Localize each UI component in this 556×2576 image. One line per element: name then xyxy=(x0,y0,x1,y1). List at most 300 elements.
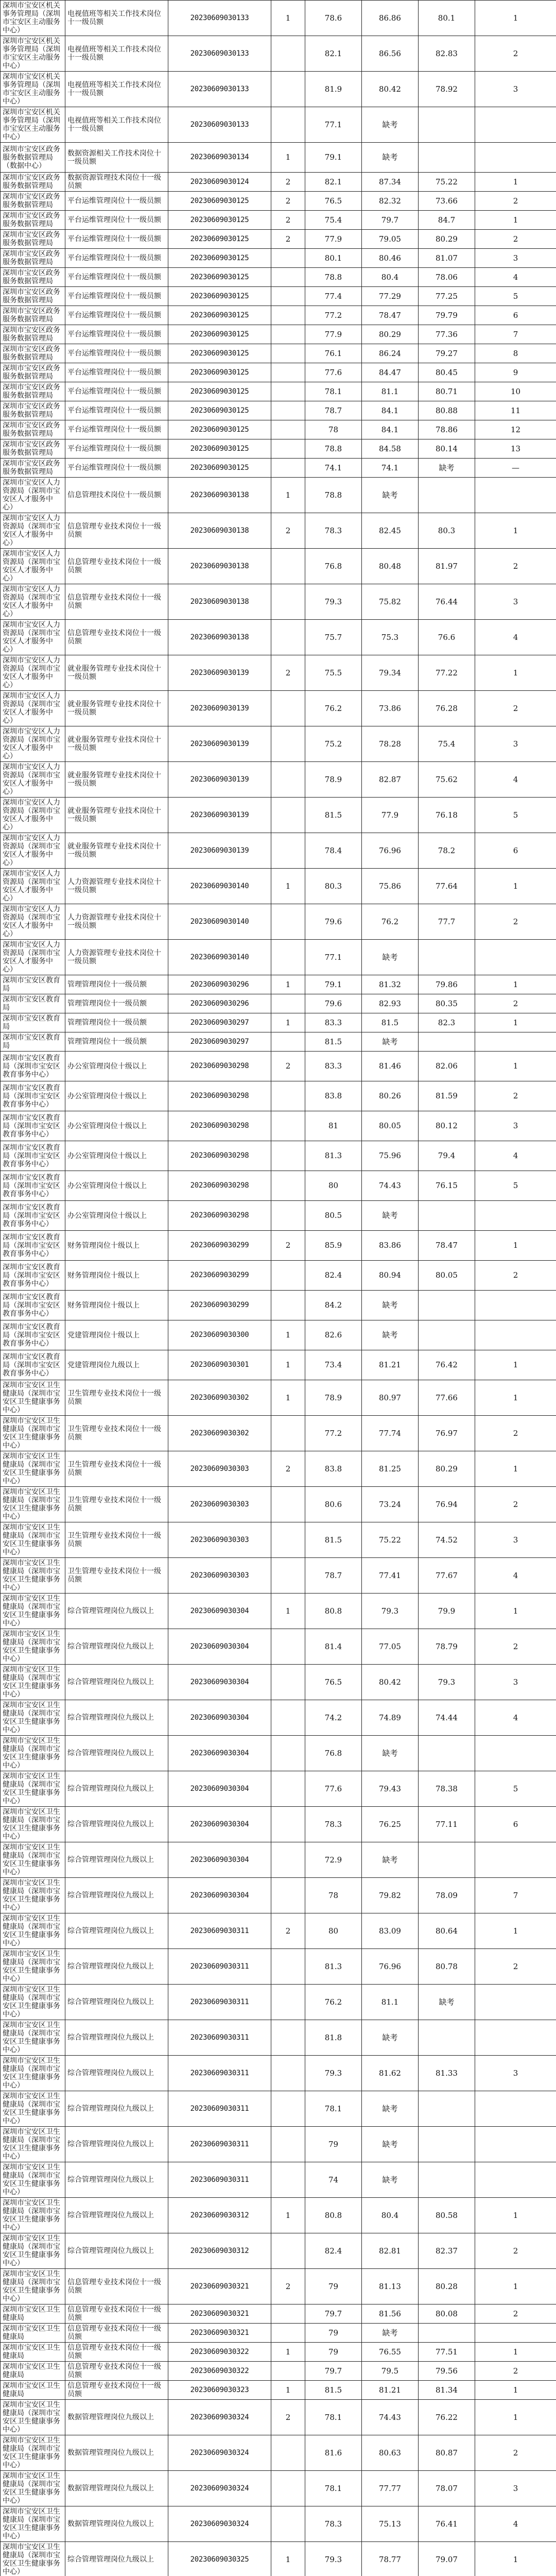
post-code-cell: 20230609030321 xyxy=(168,2304,271,2324)
interview-score-cell: 80.26 xyxy=(362,1081,419,1111)
post-cell: 办公室管理岗位十级以上 xyxy=(65,1201,168,1231)
unit-cell: 深圳市宝安区机关事务管理局（深圳市宝安区主动服务中心） xyxy=(1,36,65,72)
unit-cell: 深圳市宝安区卫生健康局 xyxy=(1,2304,65,2324)
written-score-cell: 79.6 xyxy=(305,994,362,1013)
table-row xyxy=(1,2162,556,2198)
written-score-cell: 78.1 xyxy=(305,2400,362,2435)
interview-score-cell: 82.45 xyxy=(362,513,419,549)
table-row xyxy=(1,211,556,230)
post-code-cell: 20230609030125 xyxy=(168,401,271,420)
total-score-cell: 79.9 xyxy=(419,1594,475,1629)
interview-score-cell: 80.42 xyxy=(362,1665,419,1700)
table-row xyxy=(1,1350,556,1380)
hiring-count-cell xyxy=(271,2056,305,2091)
written-score-cell: 78.6 xyxy=(305,1,362,36)
rank-cell: 4 xyxy=(475,620,556,655)
table-row xyxy=(1,478,556,513)
rank-cell: 4 xyxy=(475,2506,556,2542)
post-code-cell: 20230609030303 xyxy=(168,1451,271,1487)
written-score-cell: 79.3 xyxy=(305,584,362,620)
table-row xyxy=(1,549,556,584)
rank-cell: 1 xyxy=(475,2400,556,2435)
total-score-cell: 81.34 xyxy=(419,2381,475,2400)
written-score-cell: 76.5 xyxy=(305,1665,362,1700)
written-score-cell: 81.5 xyxy=(305,2381,362,2400)
total-score-cell: 77.51 xyxy=(419,2343,475,2362)
written-score-cell: 80 xyxy=(305,1913,362,1949)
unit-cell: 深圳市宝安区卫生健康局（深圳市宝安区卫生健康事务中心） xyxy=(1,2233,65,2269)
post-cell: 办公室管理岗位十级以上 xyxy=(65,1052,168,1081)
hiring-count-cell xyxy=(271,401,305,420)
post-code-cell: 20230609030138 xyxy=(168,620,271,655)
table-row xyxy=(1,1052,556,1081)
table-row xyxy=(1,306,556,325)
hiring-count-cell xyxy=(271,1878,305,1913)
written-score-cell: 79 xyxy=(305,2324,362,2343)
table-row xyxy=(1,230,556,249)
table-row xyxy=(1,1141,556,1171)
written-score-cell: 80.8 xyxy=(305,2198,362,2233)
hiring-count-cell: 2 xyxy=(271,1913,305,1949)
interview-score-cell: 缺考 xyxy=(362,107,419,143)
interview-score-cell: 缺考 xyxy=(362,478,419,513)
post-code-cell: 20230609030303 xyxy=(168,1522,271,1558)
table-row xyxy=(1,1081,556,1111)
total-score-cell: 77.22 xyxy=(419,655,475,691)
post-cell: 综合管理管理岗位九级以上 xyxy=(65,2020,168,2056)
unit-cell: 深圳市宝安区卫生健康局（深圳市宝安区卫生健康事务中心） xyxy=(1,2056,65,2091)
interview-score-cell: 81.62 xyxy=(362,2056,419,2091)
written-score-cell: 77.9 xyxy=(305,230,362,249)
total-score-cell: 78.79 xyxy=(419,1629,475,1665)
post-cell: 党建管理岗位十级以上 xyxy=(65,1320,168,1350)
hiring-count-cell xyxy=(271,459,305,478)
written-score-cell: 81.6 xyxy=(305,2435,362,2471)
total-score-cell xyxy=(419,107,475,143)
written-score-cell: 77.2 xyxy=(305,306,362,325)
interview-score-cell: 81.21 xyxy=(362,1350,419,1380)
post-cell: 平台运维管理岗位十一级员额 xyxy=(65,344,168,363)
hiring-count-cell: 1 xyxy=(271,1013,305,1032)
interview-score-cell: 86.56 xyxy=(362,36,419,72)
total-score-cell: 73.66 xyxy=(419,192,475,211)
table-row xyxy=(1,1013,556,1032)
rank-cell: 2 xyxy=(475,691,556,726)
unit-cell: 深圳市宝安区卫生健康局（深圳市宝安区卫生健康事务中心） xyxy=(1,1629,65,1665)
table-row xyxy=(1,2091,556,2127)
table-row xyxy=(1,904,556,940)
rank-cell: 4 xyxy=(475,1700,556,1736)
hiring-count-cell xyxy=(271,1261,305,1291)
post-code-cell: 20230609030124 xyxy=(168,173,271,192)
unit-cell: 深圳市宝安区教育局（深圳市宝安区教育事务中心） xyxy=(1,1171,65,1201)
written-score-cell: 80.6 xyxy=(305,1487,362,1522)
unit-cell: 深圳市宝安区政务服务数据管理局 xyxy=(1,211,65,230)
post-cell: 平台运维管理岗位十一级员额 xyxy=(65,230,168,249)
written-score-cell: 83.3 xyxy=(305,1013,362,1032)
unit-cell: 深圳市宝安区政务服务数据管理局 xyxy=(1,382,65,401)
table-row xyxy=(1,249,556,268)
written-score-cell: 81.5 xyxy=(305,1522,362,1558)
table-row xyxy=(1,2020,556,2056)
rank-cell: 1 xyxy=(475,173,556,192)
table-row xyxy=(1,1291,556,1320)
unit-cell: 深圳市宝安区政务服务数据管理局 xyxy=(1,306,65,325)
interview-score-cell: 81.56 xyxy=(362,2304,419,2324)
post-cell: 平台运维管理岗位十一级员额 xyxy=(65,439,168,459)
unit-cell: 深圳市宝安区卫生健康局（深圳市宝安区卫生健康事务中心） xyxy=(1,1913,65,1949)
post-code-cell: 20230609030323 xyxy=(168,2381,271,2400)
unit-cell: 深圳市宝安区政务服务数据管理局 xyxy=(1,459,65,478)
interview-score-cell: 82.32 xyxy=(362,192,419,211)
unit-cell: 深圳市宝安区卫生健康局（深圳市宝安区卫生健康事务中心） xyxy=(1,1522,65,1558)
interview-score-cell: 缺考 xyxy=(362,1320,419,1350)
total-score-cell: 75.62 xyxy=(419,762,475,798)
post-cell: 综合管理管理岗位九级以上 xyxy=(65,2127,168,2162)
total-score-cell: 78.07 xyxy=(419,2471,475,2506)
total-score-cell: 75.4 xyxy=(419,726,475,762)
written-score-cell: 78 xyxy=(305,1878,362,1913)
unit-cell: 深圳市宝安区卫生健康局（深圳市宝安区卫生健康事务中心） xyxy=(1,2020,65,2056)
total-score-cell: 80.87 xyxy=(419,2435,475,2471)
post-code-cell: 20230609030311 xyxy=(168,1913,271,1949)
post-code-cell: 20230609030299 xyxy=(168,1291,271,1320)
rank-cell: 2 xyxy=(475,2304,556,2324)
table-row xyxy=(1,1522,556,1558)
total-score-cell: 78.47 xyxy=(419,1231,475,1261)
total-score-cell: 84.7 xyxy=(419,211,475,230)
rank-cell: 5 xyxy=(475,287,556,306)
post-code-cell: 20230609030125 xyxy=(168,382,271,401)
hiring-count-cell xyxy=(271,691,305,726)
hiring-count-cell xyxy=(271,439,305,459)
post-code-cell: 20230609030311 xyxy=(168,2162,271,2198)
post-code-cell: 20230609030324 xyxy=(168,2506,271,2542)
written-score-cell: 78.7 xyxy=(305,1558,362,1594)
unit-cell: 深圳市宝安区卫生健康局（深圳市宝安区卫生健康事务中心） xyxy=(1,1665,65,1700)
post-cell: 人力资源管理专业技术岗位十一级员额 xyxy=(65,869,168,904)
unit-cell: 深圳市宝安区政务服务数据管理局 xyxy=(1,344,65,363)
post-code-cell: 20230609030138 xyxy=(168,478,271,513)
unit-cell: 深圳市宝安区卫生健康局（深圳市宝安区卫生健康事务中心） xyxy=(1,1949,65,1985)
table-row xyxy=(1,192,556,211)
total-score-cell: 80.64 xyxy=(419,1913,475,1949)
written-score-cell: 80.3 xyxy=(305,869,362,904)
post-code-cell: 20230609030139 xyxy=(168,726,271,762)
post-code-cell: 20230609030133 xyxy=(168,72,271,107)
hiring-count-cell xyxy=(271,1629,305,1665)
post-cell: 综合管理管理岗位九级以上 xyxy=(65,1807,168,1842)
interview-score-cell: 79.5 xyxy=(362,2362,419,2381)
interview-score-cell: 82.93 xyxy=(362,994,419,1013)
total-score-cell: 82.3 xyxy=(419,1013,475,1032)
rank-cell xyxy=(475,478,556,513)
rank-cell: 3 xyxy=(475,726,556,762)
post-cell: 就业服务管理专业技术岗位十一级员额 xyxy=(65,833,168,869)
hiring-count-cell: 2 xyxy=(271,2269,305,2304)
interview-score-cell: 缺考 xyxy=(362,1736,419,1771)
post-code-cell: 20230609030125 xyxy=(168,268,271,287)
post-code-cell: 20230609030139 xyxy=(168,655,271,691)
post-cell: 卫生管理专业技术岗位十一级员额 xyxy=(65,1451,168,1487)
post-cell: 卫生管理专业技术岗位十一级员额 xyxy=(65,1487,168,1522)
post-code-cell: 20230609030125 xyxy=(168,249,271,268)
total-score-cell xyxy=(419,2162,475,2198)
table-row xyxy=(1,344,556,363)
written-score-cell: 81.5 xyxy=(305,798,362,833)
unit-cell: 深圳市宝安区人力资源局（深圳市宝安区人才服务中心） xyxy=(1,726,65,762)
unit-cell: 深圳市宝安区卫生健康局（深圳市宝安区卫生健康事务中心） xyxy=(1,1700,65,1736)
hiring-count-cell xyxy=(271,2127,305,2162)
unit-cell: 深圳市宝安区教育局（深圳市宝安区教育事务中心） xyxy=(1,1320,65,1350)
interview-score-cell: 79.43 xyxy=(362,1771,419,1807)
table-row xyxy=(1,439,556,459)
post-cell: 信息管理专业技术岗位十一级员额 xyxy=(65,584,168,620)
written-score-cell: 77.1 xyxy=(305,107,362,143)
post-cell: 信息管理技术岗位十一级员额 xyxy=(65,478,168,513)
hiring-count-cell xyxy=(271,1700,305,1736)
post-cell: 平台运维管理岗位十一级员额 xyxy=(65,249,168,268)
written-score-cell: 72.9 xyxy=(305,1842,362,1878)
total-score-cell: 80.12 xyxy=(419,1111,475,1141)
table-row xyxy=(1,833,556,869)
hiring-count-cell xyxy=(271,1111,305,1141)
written-score-cell: 80.5 xyxy=(305,1201,362,1231)
post-cell: 办公室管理岗位十级以上 xyxy=(65,1111,168,1141)
hiring-count-cell xyxy=(271,1141,305,1171)
total-score-cell xyxy=(419,940,475,975)
post-cell: 综合管理管理岗位九级以上 xyxy=(65,1665,168,1700)
interview-score-cell: 缺考 xyxy=(362,1291,419,1320)
unit-cell: 深圳市宝安区卫生健康局（深圳市宝安区卫生健康事务中心） xyxy=(1,2400,65,2435)
post-cell: 卫生管理专业技术岗位十一级员额 xyxy=(65,1380,168,1416)
table-row xyxy=(1,2127,556,2162)
post-cell: 财务管理岗位十级以上 xyxy=(65,1291,168,1320)
written-score-cell: 80.1 xyxy=(305,249,362,268)
written-score-cell: 76.2 xyxy=(305,691,362,726)
hiring-count-cell xyxy=(271,1201,305,1231)
post-cell: 信息管理专业技术岗位十一级员额 xyxy=(65,2304,168,2324)
written-score-cell: 81 xyxy=(305,1111,362,1141)
hiring-count-cell xyxy=(271,2233,305,2269)
table-row xyxy=(1,2381,556,2400)
table-row xyxy=(1,1985,556,2020)
rank-cell: 1 xyxy=(475,1231,556,1261)
post-code-cell: 20230609030302 xyxy=(168,1380,271,1416)
written-score-cell: 81.8 xyxy=(305,2020,362,2056)
post-cell: 管理管理岗位十一级员额 xyxy=(65,975,168,994)
written-score-cell: 77.1 xyxy=(305,940,362,975)
rank-cell: 3 xyxy=(475,249,556,268)
interview-score-cell: 80.4 xyxy=(362,268,419,287)
post-cell: 信息管理专业技术岗位十一级员额 xyxy=(65,620,168,655)
total-score-cell: 80.88 xyxy=(419,401,475,420)
table-row xyxy=(1,382,556,401)
unit-cell: 深圳市宝安区卫生健康局（深圳市宝安区卫生健康事务中心） xyxy=(1,1594,65,1629)
post-cell: 平台运维管理岗位十一级员额 xyxy=(65,420,168,439)
interview-score-cell: 86.86 xyxy=(362,1,419,36)
post-code-cell: 20230609030125 xyxy=(168,420,271,439)
total-score-cell: 82.37 xyxy=(419,2233,475,2269)
unit-cell: 深圳市宝安区政务服务数据管理局 xyxy=(1,268,65,287)
total-score-cell xyxy=(419,1291,475,1320)
table-row xyxy=(1,2324,556,2343)
table-row xyxy=(1,2233,556,2269)
hiring-count-cell xyxy=(271,2324,305,2343)
post-code-cell: 20230609030296 xyxy=(168,994,271,1013)
interview-score-cell: 82.87 xyxy=(362,762,419,798)
rank-cell xyxy=(475,1985,556,2020)
interview-score-cell: 80.48 xyxy=(362,549,419,584)
written-score-cell: 78.3 xyxy=(305,513,362,549)
rank-cell: 1 xyxy=(475,2269,556,2304)
rank-cell: 1 xyxy=(475,1594,556,1629)
post-cell: 平台运维管理岗位十一级员额 xyxy=(65,459,168,478)
rank-cell: 2 xyxy=(475,2362,556,2381)
rank-cell: 3 xyxy=(475,2471,556,2506)
hiring-count-cell xyxy=(271,382,305,401)
table-row xyxy=(1,1380,556,1416)
rank-cell: 3 xyxy=(475,1665,556,1700)
interview-score-cell: 77.74 xyxy=(362,1416,419,1451)
table-row xyxy=(1,2435,556,2471)
interview-score-cell: 81.46 xyxy=(362,1052,419,1081)
written-score-cell: 77.4 xyxy=(305,287,362,306)
post-code-cell: 20230609030302 xyxy=(168,1416,271,1451)
post-cell: 综合管理管理岗位九级以上 xyxy=(65,1913,168,1949)
rank-cell: 1 xyxy=(475,1013,556,1032)
interview-score-cell: 缺考 xyxy=(362,1201,419,1231)
rank-cell: 7 xyxy=(475,325,556,344)
post-code-cell: 20230609030133 xyxy=(168,107,271,143)
table-body xyxy=(1,1,556,2576)
hiring-count-cell xyxy=(271,1985,305,2020)
unit-cell: 深圳市宝安区人力资源局（深圳市宝安区人才服务中心） xyxy=(1,549,65,584)
post-cell: 就业服务管理专业技术岗位十一级员额 xyxy=(65,726,168,762)
rank-cell: 2 xyxy=(475,36,556,72)
interview-score-cell: 77.9 xyxy=(362,798,419,833)
interview-score-cell: 87.34 xyxy=(362,173,419,192)
total-score-cell: 80.14 xyxy=(419,439,475,459)
total-score-cell: 80.08 xyxy=(419,2304,475,2324)
written-score-cell: 76.2 xyxy=(305,1985,362,2020)
post-cell: 综合管理管理岗位九级以上 xyxy=(65,1594,168,1629)
rank-cell: 1 xyxy=(475,1052,556,1081)
unit-cell: 深圳市宝安区教育局（深圳市宝安区教育事务中心） xyxy=(1,1201,65,1231)
hiring-count-cell xyxy=(271,325,305,344)
post-code-cell: 20230609030298 xyxy=(168,1081,271,1111)
post-cell: 管理管理岗位十一级员额 xyxy=(65,994,168,1013)
hiring-count-cell xyxy=(271,1949,305,1985)
post-cell: 管理管理岗位十一级员额 xyxy=(65,1013,168,1032)
rank-cell: 1 xyxy=(475,655,556,691)
rank-cell: 2 xyxy=(475,1487,556,1522)
table-row xyxy=(1,1451,556,1487)
written-score-cell: 80.8 xyxy=(305,1594,362,1629)
post-code-cell: 20230609030312 xyxy=(168,2233,271,2269)
unit-cell: 深圳市宝安区卫生健康局 xyxy=(1,2362,65,2381)
unit-cell: 深圳市宝安区人力资源局（深圳市宝安区人才服务中心） xyxy=(1,513,65,549)
total-score-cell: 81.33 xyxy=(419,2056,475,2091)
total-score-cell: 78.09 xyxy=(419,1878,475,1913)
unit-cell: 深圳市宝安区人力资源局（深圳市宝安区人才服务中心） xyxy=(1,798,65,833)
rank-cell: 2 xyxy=(475,904,556,940)
post-code-cell: 20230609030139 xyxy=(168,833,271,869)
rank-cell: 1 xyxy=(475,1,556,36)
table-row xyxy=(1,975,556,994)
interview-score-cell: 79.7 xyxy=(362,211,419,230)
hiring-count-cell xyxy=(271,72,305,107)
table-row xyxy=(1,994,556,1013)
written-score-cell: 81.5 xyxy=(305,1032,362,1052)
total-score-cell: 76.42 xyxy=(419,1350,475,1380)
hiring-count-cell: 2 xyxy=(271,211,305,230)
hiring-count-cell xyxy=(271,1807,305,1842)
post-code-cell: 20230609030125 xyxy=(168,363,271,382)
written-score-cell: 81.3 xyxy=(305,1949,362,1985)
total-score-cell: 77.36 xyxy=(419,325,475,344)
hiring-count-cell xyxy=(271,268,305,287)
rank-cell: 11 xyxy=(475,401,556,420)
total-score-cell: 77.11 xyxy=(419,1807,475,1842)
written-score-cell: 79.3 xyxy=(305,2542,362,2576)
unit-cell: 深圳市宝安区教育局（深圳市宝安区教育事务中心） xyxy=(1,1231,65,1261)
written-score-cell: 81.3 xyxy=(305,1141,362,1171)
hiring-count-cell: 1 xyxy=(271,2381,305,2400)
hiring-count-cell xyxy=(271,2091,305,2127)
hiring-count-cell xyxy=(271,833,305,869)
post-cell: 综合管理管理岗位九级以上 xyxy=(65,2542,168,2576)
table-row xyxy=(1,726,556,762)
rank-cell xyxy=(475,2127,556,2162)
rank-cell: 13 xyxy=(475,439,556,459)
rank-cell: 3 xyxy=(475,72,556,107)
written-score-cell: 75.4 xyxy=(305,211,362,230)
rank-cell: 2 xyxy=(475,1261,556,1291)
interview-score-cell: 76.96 xyxy=(362,1949,419,1985)
written-score-cell: 82.4 xyxy=(305,1261,362,1291)
total-score-cell: 77.67 xyxy=(419,1558,475,1594)
total-score-cell: 80.71 xyxy=(419,382,475,401)
hiring-count-cell xyxy=(271,1416,305,1451)
table-row xyxy=(1,2198,556,2233)
post-code-cell: 20230609030138 xyxy=(168,584,271,620)
total-score-cell: 79.4 xyxy=(419,1141,475,1171)
table-row xyxy=(1,691,556,726)
post-code-cell: 20230609030140 xyxy=(168,940,271,975)
written-score-cell: 79.3 xyxy=(305,2056,362,2091)
post-code-cell: 20230609030324 xyxy=(168,2471,271,2506)
total-score-cell: 80.28 xyxy=(419,2269,475,2304)
hiring-count-cell xyxy=(271,1558,305,1594)
written-score-cell: 79 xyxy=(305,2127,362,2162)
interview-score-cell: 缺考 xyxy=(362,2324,419,2343)
interview-score-cell: 77.77 xyxy=(362,2471,419,2506)
table-row xyxy=(1,584,556,620)
written-score-cell: 77.6 xyxy=(305,1771,362,1807)
post-code-cell: 20230609030311 xyxy=(168,2091,271,2127)
interview-score-cell: 76.25 xyxy=(362,1807,419,1842)
unit-cell: 深圳市宝安区卫生健康局（深圳市宝安区卫生健康事务中心） xyxy=(1,1416,65,1451)
rank-cell: 4 xyxy=(475,762,556,798)
total-score-cell xyxy=(419,143,475,173)
total-score-cell: 78.92 xyxy=(419,72,475,107)
hiring-count-cell xyxy=(271,994,305,1013)
hiring-count-cell xyxy=(271,620,305,655)
rank-cell: 2 xyxy=(475,1949,556,1985)
written-score-cell: 79.1 xyxy=(305,975,362,994)
table-row xyxy=(1,420,556,439)
